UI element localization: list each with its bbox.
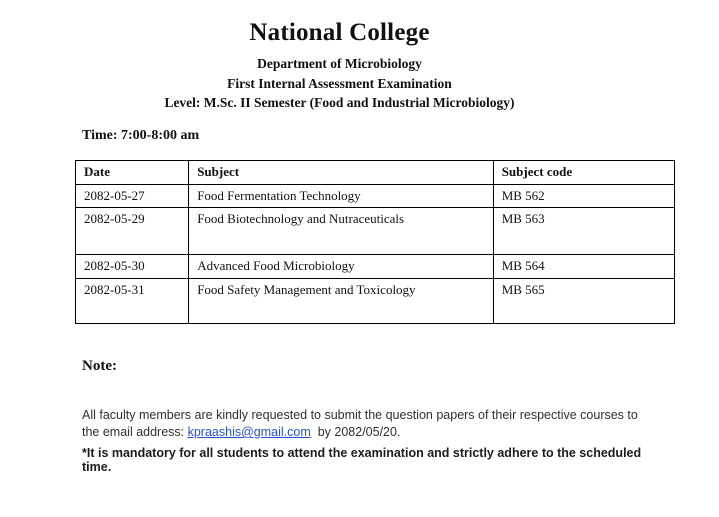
column-header-date: Date [76, 161, 189, 185]
exam-subject: Food Fermentation Technology [189, 185, 494, 208]
level-subtitle: Level: M.Sc. II Semester (Food and Industrial Microbiology) [164, 95, 515, 110]
table-header-row [76, 161, 675, 185]
exam-date: 2082-05-29 [76, 208, 189, 255]
exam-subject: Food Safety Management and Toxicology [189, 279, 494, 324]
mandatory-attendance-note: *It is mandatory for all students to attend the examination and strictly adhere to the scheduled time. [82, 446, 642, 474]
note-paragraph [82, 407, 657, 442]
note-heading: Note: [82, 358, 117, 374]
exam-date: 2082-05-30 [76, 255, 189, 279]
document-header [0, 18, 679, 113]
table-row [76, 185, 675, 208]
exam-date: 2082-05-27 [76, 185, 189, 208]
department-subtitle: Department of Microbiology [257, 56, 422, 71]
exam-schedule-table [75, 160, 675, 324]
email-link[interactable]: kpraashis@gmail.com [187, 425, 311, 439]
note-line-2-prefix: the email address: [82, 425, 188, 439]
exam-code: MB 563 [493, 208, 674, 255]
table-row [76, 255, 675, 279]
exam-code: MB 564 [493, 255, 674, 279]
exam-subject: Food Biotechnology and Nutraceuticals [189, 208, 494, 255]
exam-time-label: Time: 7:00-8:00 am [82, 128, 200, 143]
column-header-subject: Subject [189, 161, 494, 185]
exam-code: MB 565 [493, 279, 674, 324]
exam-subtitle: First Internal Assessment Examination [227, 75, 452, 91]
table-row [76, 279, 675, 324]
college-title: National College [249, 19, 430, 46]
table-row [76, 208, 675, 255]
column-header-subject-code: Subject code [493, 161, 674, 185]
exam-subject: Advanced Food Microbiology [189, 255, 494, 279]
note-line-1: All faculty members are kindly requested to submit the question papers of their respective courses to [82, 407, 638, 422]
exam-code: MB 562 [493, 185, 674, 208]
exam-date: 2082-05-31 [76, 279, 189, 324]
note-line-2-suffix: by 2082/05/20. [310, 425, 401, 439]
